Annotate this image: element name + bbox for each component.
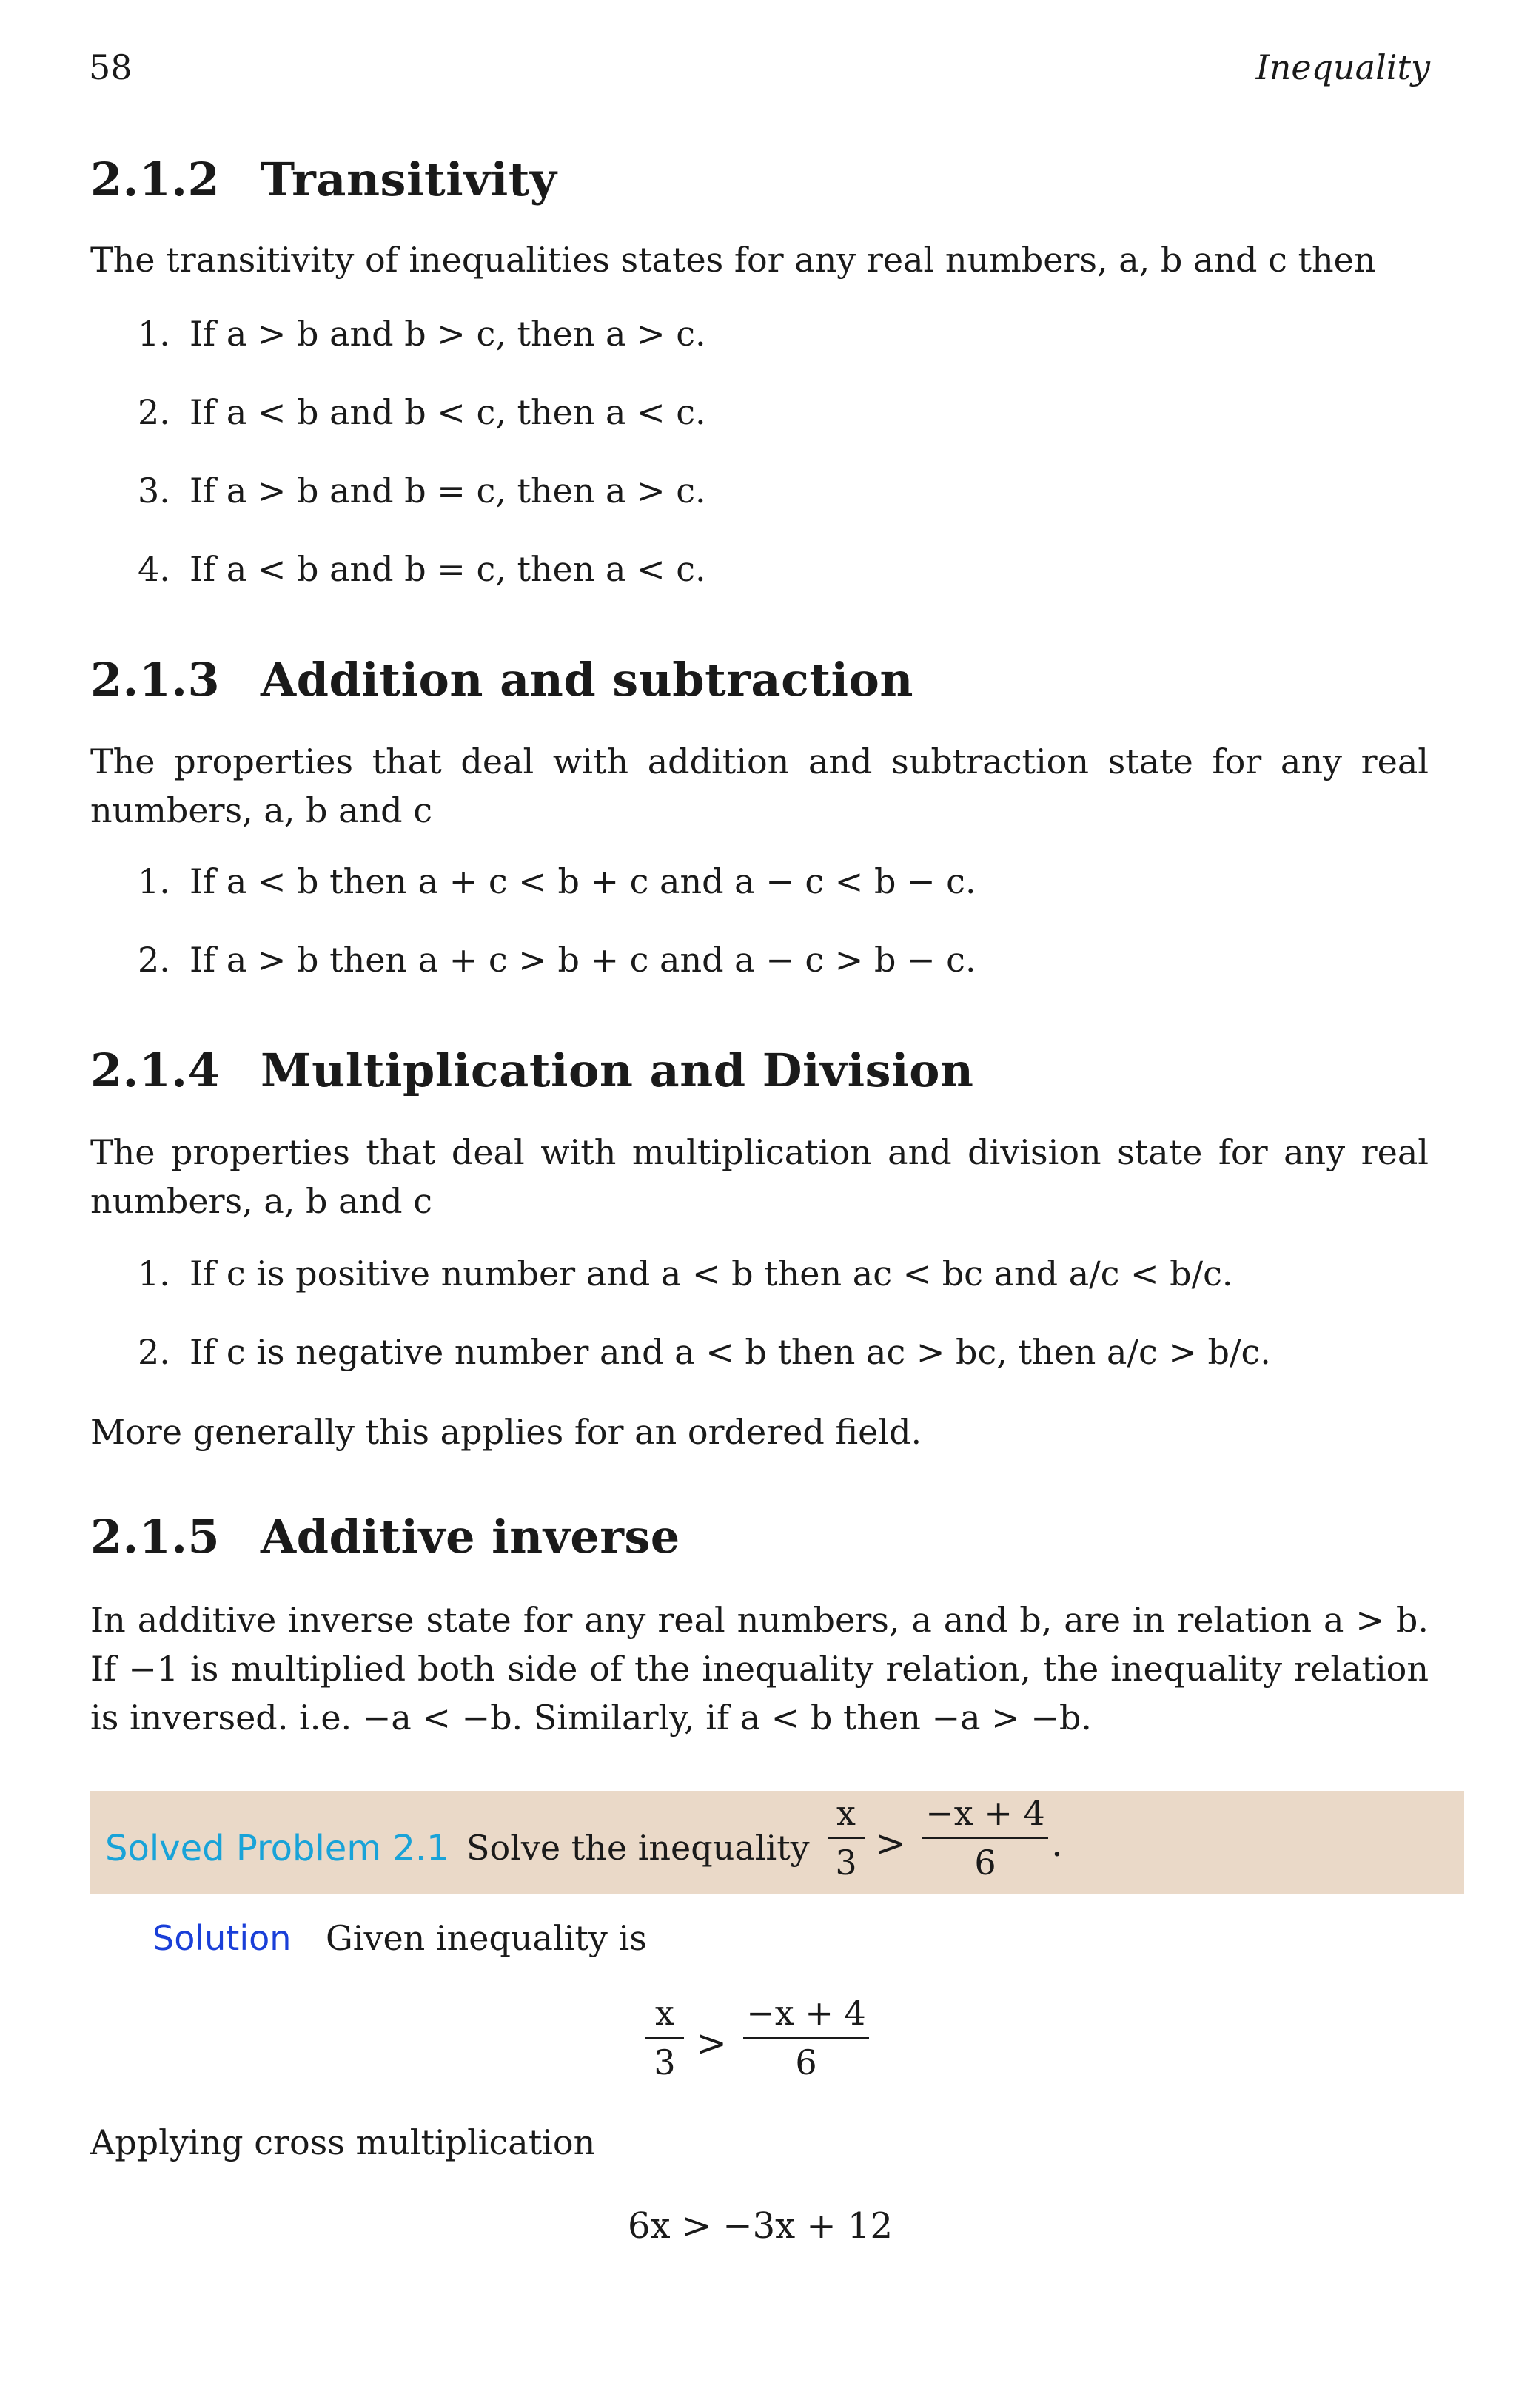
solved-problem-label: Solved Problem 2.1: [105, 1828, 449, 1869]
section-number: 2.1.4: [90, 1043, 221, 1097]
section-number: 2.1.5: [90, 1510, 221, 1564]
paragraph: The transitivity of inequalities states for any real numbers, a, b and c then: [90, 240, 1376, 280]
solution-label: Solution: [152, 1918, 292, 1958]
list-item: 2. If a < b and b < c, then a < c.: [138, 392, 706, 432]
paragraph: numbers, a, b and c: [90, 790, 432, 830]
section-heading-2-1-2: [90, 152, 557, 206]
list-item: 2. If c is negative number and a < b then ac > bc, then a/c > b/c.: [138, 1332, 1271, 1372]
equation-fraction-lhs: x 3: [645, 1991, 684, 2085]
section-heading-2-1-3: [90, 653, 913, 707]
solution-text: Given inequality is: [326, 1918, 647, 1958]
solved-problem-box: [90, 1791, 1464, 1894]
page-number: 58: [89, 47, 133, 87]
section-title: Addition and subtraction: [261, 653, 913, 707]
problem-statement: Solve the inequality: [466, 1828, 810, 1868]
section-title: Additive inverse: [261, 1510, 680, 1564]
list-item: 1. If a < b then a + c < b + c and a − c < b − c.: [138, 861, 976, 901]
paragraph: If −1 is multiplied both side of the inequality relation, the inequality relation: [90, 1649, 1429, 1689]
running-title: Inequality: [1255, 47, 1430, 87]
list-item: 3. If a > b and b = c, then a > c.: [138, 471, 706, 511]
section-title: Transitivity: [261, 152, 557, 206]
paragraph: numbers, a, b and c: [90, 1181, 432, 1221]
fraction-lhs: x 3: [828, 1791, 865, 1885]
list-item: 2. If a > b then a + c > b + c and a − c > b − c.: [138, 940, 976, 980]
section-number: 2.1.2: [90, 152, 221, 206]
equation: 6x > −3x + 12: [628, 2205, 893, 2247]
list-item: 1. If c is positive number and a < b then ac < bc and a/c < b/c.: [138, 1254, 1233, 1294]
equation-relation: >: [696, 2022, 727, 2065]
paragraph: The properties that deal with multiplication and division state for any real: [90, 1132, 1429, 1172]
period: .: [1051, 1822, 1063, 1865]
section-heading-2-1-4: [90, 1043, 974, 1097]
paragraph: More generally this applies for an ordered field.: [90, 1412, 922, 1452]
paragraph: In additive inverse state for any real numbers, a and b, are in relation a > b.: [90, 1600, 1429, 1640]
list-item: 1. If a > b and b > c, then a > c.: [138, 314, 706, 354]
section-title: Multiplication and Division: [261, 1043, 974, 1097]
running-head: [89, 47, 1430, 92]
paragraph: The properties that deal with addition and subtraction state for any real: [90, 741, 1429, 781]
equation-fraction-rhs: −x + 4 6: [743, 1991, 869, 2085]
list-item: 4. If a < b and b = c, then a < c.: [138, 549, 706, 589]
fraction-rhs: −x + 4 6: [922, 1791, 1048, 1885]
paragraph: is inversed. i.e. −a < −b. Similarly, if a < b then −a > −b.: [90, 1698, 1092, 1738]
relation-symbol: >: [875, 1822, 906, 1865]
section-number: 2.1.3: [90, 653, 221, 707]
section-heading-2-1-5: [90, 1510, 680, 1564]
paragraph: Applying cross multiplication: [90, 2122, 596, 2162]
